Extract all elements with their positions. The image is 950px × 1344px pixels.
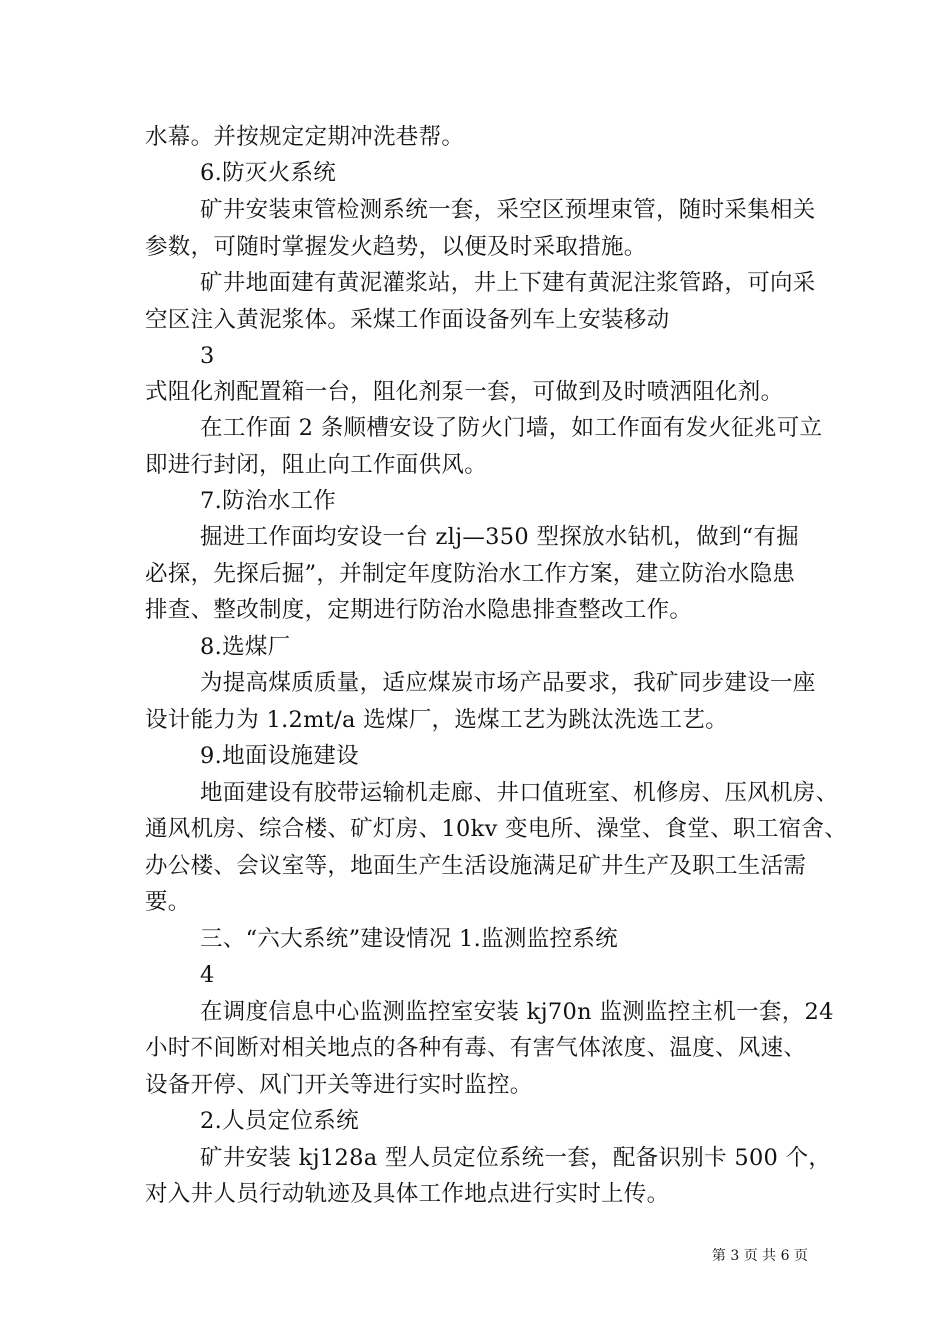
- page-number-marker: 4: [200, 962, 215, 988]
- text-line: 在调度信息中心监测监控室安装 kj70n 监测监控主机一套，24: [200, 999, 834, 1025]
- text-line: 水幕。并按规定定期冲洗巷帮。: [145, 124, 465, 150]
- section-heading: 三、“六大系统”建设情况 1.监测监控系统: [200, 926, 618, 952]
- text-line: 设计能力为 1.2mt/a 选煤厂，选煤工艺为跳汰洗选工艺。: [145, 707, 728, 733]
- text-line: 办公楼、会议室等，地面生产生活设施满足矿井生产及职工生活需: [145, 853, 807, 879]
- text-line: 式阻化剂配置箱一台，阻化剂泵一套，可做到及时喷洒阻化剂。: [145, 379, 784, 405]
- text-line: 空区注入黄泥浆体。采煤工作面设备列车上安装移动: [145, 307, 670, 333]
- text-line: 必探，先探后掘”，并制定年度防治水工作方案，建立防治水隐患: [145, 561, 796, 587]
- text-line: 对入井人员行动轨迹及具体工作地点进行实时上传。: [145, 1181, 670, 1207]
- text-line: 在工作面 2 条顺槽安设了防火门墙，如工作面有发火征兆可立: [200, 415, 823, 441]
- section-heading: 6.防灭火系统: [200, 160, 337, 186]
- text-line: 设备开停、风门开关等进行实时监控。: [145, 1072, 533, 1098]
- page-footer: 第 3 页 共 6 页: [711, 1248, 808, 1264]
- text-line: 为提高煤质质量，适应煤炭市场产品要求，我矿同步建设一座: [200, 670, 816, 696]
- text-line: 矿井安装 kj128a 型人员定位系统一套，配备识别卡 500 个，: [200, 1145, 832, 1171]
- page-number-marker: 3: [200, 343, 215, 369]
- text-line: 小时不间断对相关地点的各种有毒、有害气体浓度、温度、风速、: [145, 1035, 807, 1061]
- section-heading: 2.人员定位系统: [200, 1108, 359, 1134]
- section-heading: 8.选煤厂: [200, 634, 291, 660]
- text-line: 地面建设有胶带运输机走廊、井口值班室、机修房、压风机房、: [200, 780, 839, 806]
- section-heading: 9.地面设施建设: [200, 743, 359, 769]
- section-heading: 7.防治水工作: [200, 488, 337, 514]
- text-line: 参数，可随时掌握发火趋势，以便及时采取措施。: [145, 234, 647, 260]
- text-line: 矿井地面建有黄泥灌浆站，井上下建有黄泥注浆管路，可向采: [200, 270, 816, 296]
- text-line: 矿井安装束管检测系统一套，采空区预埋束管，随时采集相关: [200, 197, 816, 223]
- text-line: 排查、整改制度，定期进行防治水隐患排查整改工作。: [145, 597, 693, 623]
- text-line: 通风机房、综合楼、矿灯房、10kv 变电所、澡堂、食堂、职工宿舍、: [145, 816, 848, 842]
- text-line: 掘进工作面均安设一台 zlj—350 型探放水钻机，做到“有掘: [200, 524, 800, 550]
- text-line: 即进行封闭，阻止向工作面供风。: [145, 452, 488, 478]
- text-line: 要。: [145, 889, 191, 915]
